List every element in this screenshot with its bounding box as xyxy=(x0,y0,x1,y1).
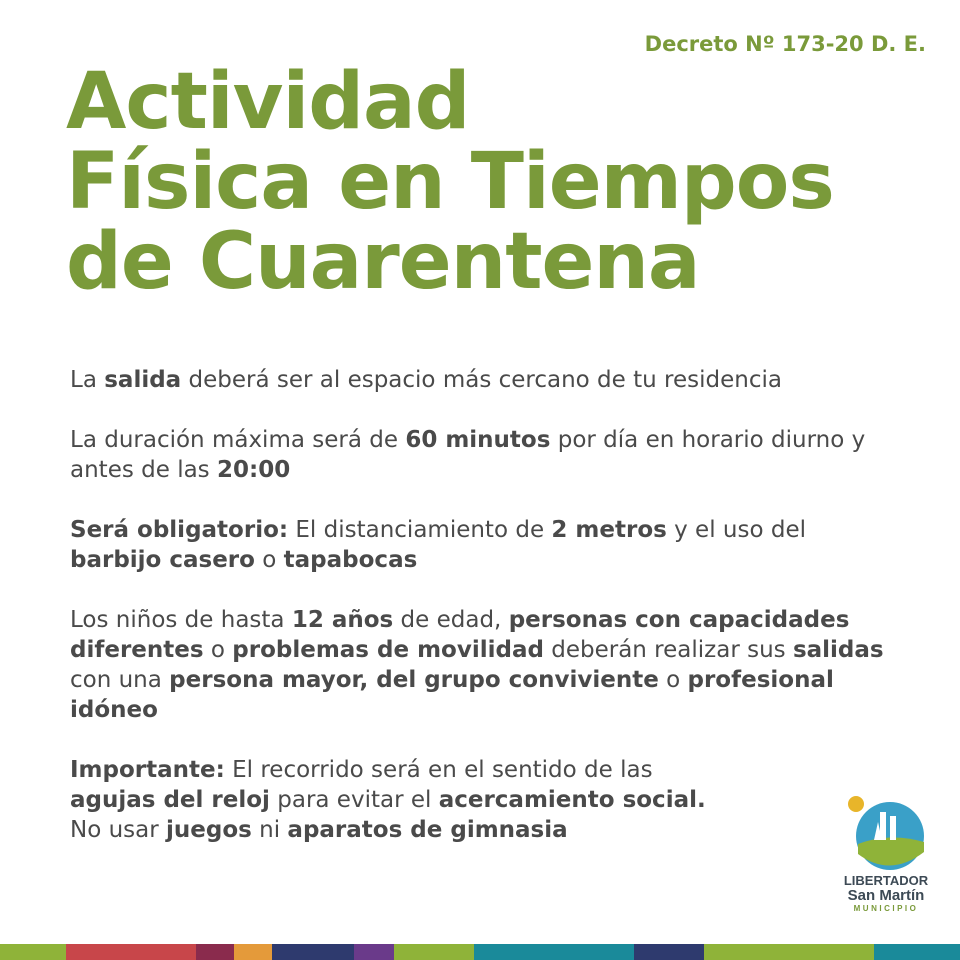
color-stripe xyxy=(0,944,960,960)
stripe-segment xyxy=(394,944,474,960)
stripe-segment xyxy=(272,944,354,960)
stripe-segment xyxy=(196,944,234,960)
rules-content xyxy=(70,365,890,875)
municipality-logo xyxy=(836,792,936,926)
stripe-segment xyxy=(354,944,394,960)
decree-number: Decreto Nº 173-20 D. E. xyxy=(644,32,926,56)
logo-emblem-icon xyxy=(846,792,926,872)
title-line-2: Física en Tiempos xyxy=(66,137,834,227)
rule-children-disabilities: Los niños de hasta 12 años de edad, personas con capacidades diferentes o problemas de movilidad deberán realizar sus salidas con una persona mayor, del grupo conviviente o profesional idóneo xyxy=(70,607,884,723)
title-line-1: Actividad xyxy=(66,57,470,147)
stripe-segment xyxy=(874,944,960,960)
rule-duration: La duración máxima será de 60 minutos por día en horario diurno y antes de las 20:00 xyxy=(70,427,866,483)
stripe-segment xyxy=(704,944,874,960)
stripe-segment xyxy=(0,944,66,960)
rule-mandatory: Será obligatorio: El distanciamiento de 2 metros y el uso del barbijo casero o tapabocas xyxy=(70,517,806,573)
logo-line-1: LIBERTADOR xyxy=(843,873,929,888)
rule-exit-location: La salida deberá ser al espacio más cercano de tu residencia xyxy=(70,367,782,393)
stripe-segment xyxy=(234,944,272,960)
rule-important: Importante: El recorrido será en el sentido de las agujas del reloj para evitar el acercamiento social. No usar juegos ni aparatos de gimnasia xyxy=(70,757,706,843)
stripe-segment xyxy=(66,944,196,960)
title-line-3: de Cuarentena xyxy=(66,217,700,307)
stripe-segment xyxy=(474,944,634,960)
page-title xyxy=(66,57,834,307)
logo-line-3: MUNICIPIO xyxy=(853,904,919,913)
logo-line-2: San Martín xyxy=(847,887,925,904)
stripe-segment xyxy=(634,944,704,960)
